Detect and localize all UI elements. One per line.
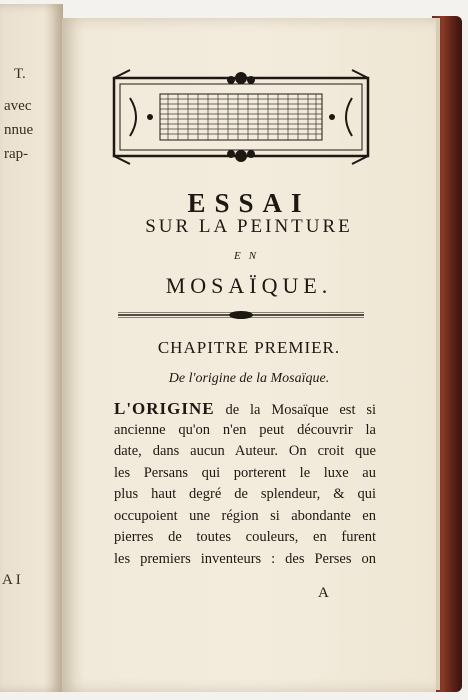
title-essai: ESSAI — [187, 188, 311, 218]
body-first-word: L'ORIGINE — [114, 399, 215, 418]
signature-mark: A — [318, 585, 329, 601]
headpiece-ornament-icon — [110, 68, 372, 166]
left-page-line: A I — [2, 572, 21, 588]
title-mosaique: MOSAÏQUE. — [165, 273, 333, 298]
body-line: ancienne qu'on n'en peut découvrir la — [114, 421, 376, 438]
left-page-line: rap- — [4, 146, 29, 162]
page-edges — [436, 18, 440, 690]
body-line: occupoient une région si abondante en — [114, 507, 376, 524]
left-page-line: avec — [4, 98, 32, 114]
body-line: L'ORIGINE de la Mosaïque est si — [114, 399, 376, 418]
body-line: pierres de toutes couleurs, en furent — [114, 529, 376, 545]
chapter-heading: CHAPITRE PREMIER. — [157, 338, 341, 357]
body-text — [114, 398, 376, 570]
decorative-rule-icon — [116, 310, 366, 320]
right-page — [62, 18, 436, 692]
left-page — [0, 4, 63, 692]
body-line: plus haut degré de splendeur, & qui — [114, 486, 376, 502]
body-line: les premiers inventeurs : des Perses on — [114, 550, 376, 567]
left-page-line: nnue — [4, 122, 34, 138]
title-sur-la-peinture: SUR LA PEINTURE — [145, 216, 353, 237]
chapter-subtitle: De l'origine de la Mosaïque. — [168, 371, 330, 386]
title-en: EN — [233, 250, 265, 262]
background-strip — [0, 692, 468, 700]
body-line: les Persans qui porterent le luxe au — [114, 464, 376, 481]
body-line: date, dans aucun Auteur. On croit que — [114, 443, 376, 459]
left-page-line: T. — [14, 66, 26, 82]
